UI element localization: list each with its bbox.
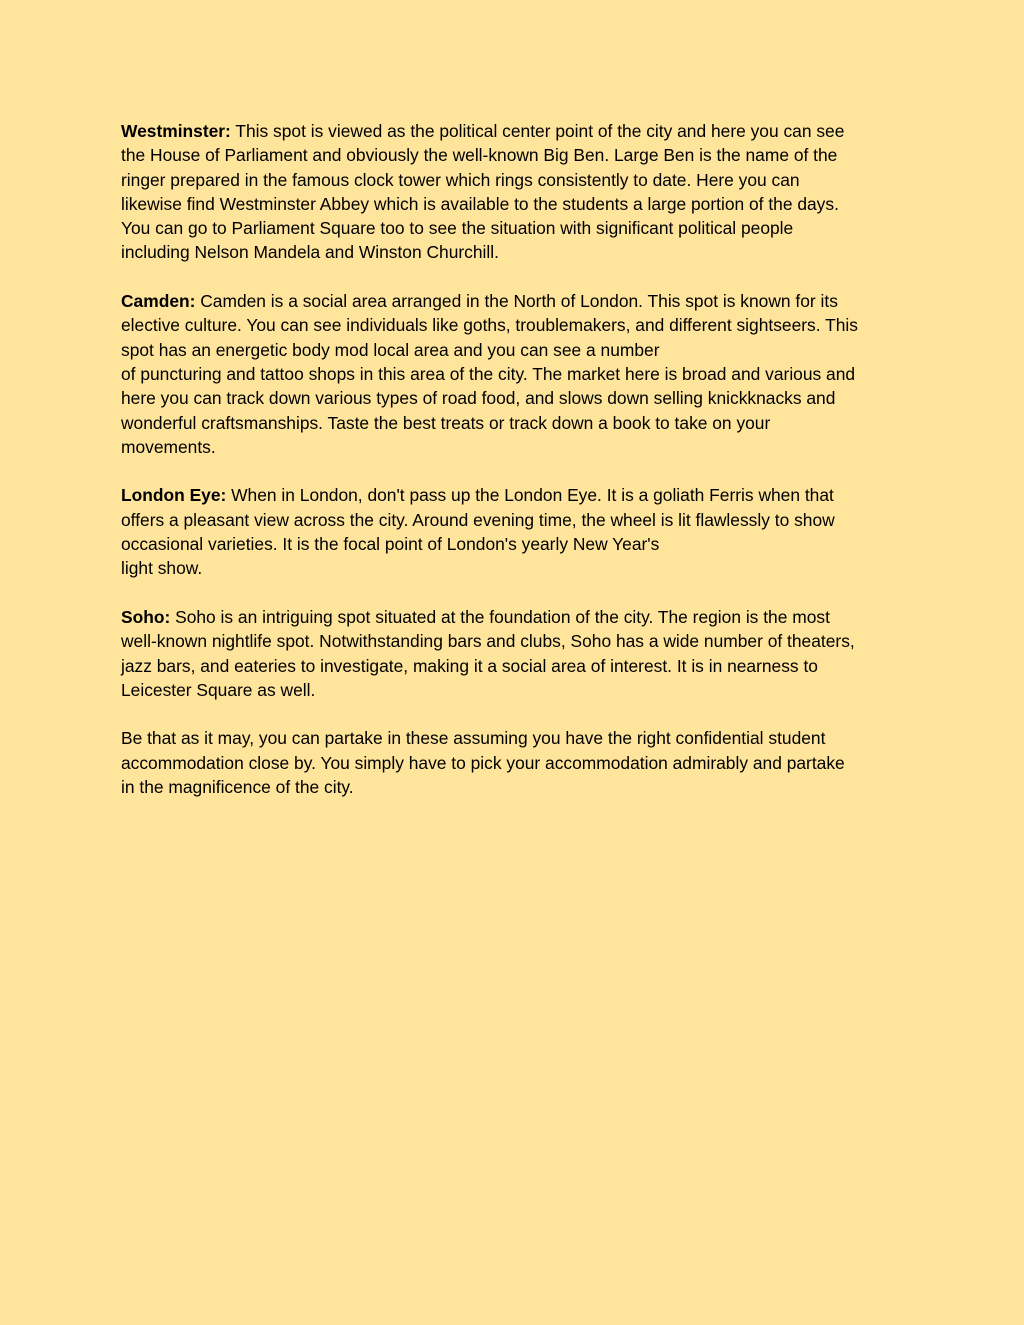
soho-heading: Soho:	[121, 606, 171, 627]
camden-heading: Camden:	[121, 291, 196, 312]
closing-paragraph: Be that as it may, you can partake in these assuming you have the right confidential student accommodation close by. You simply have to pick your accommodation admirably and partake in the magnificence of the city.	[121, 728, 845, 798]
westminster-paragraph	[121, 119, 911, 265]
camden-paragraph	[121, 289, 911, 459]
westminster-heading: Westminster:	[121, 121, 231, 141]
london-eye-heading: London Eye:	[121, 485, 227, 506]
london-eye-text: When in London, don't pass up the London Eye. It is a goliath Ferris when that offers a pleasant view across the city. Around evening time, the wheel is lit flawlessly to show occasional varieties. It is the focal point of London's yearly New Year's light show.	[121, 485, 835, 579]
westminster-text: This spot is viewed as the political center point of the city and here you can see the House of Parliament and obviously the well-known Big Ben. Large Ben is the name of the ringer prepared in the famous clock tower which rings consistently to date. Here you can likewise find Westminster Abbey which is available to the students a large portion of the days. You can go to Parliament Square too to see the situation with significant political people including Nelson Mandela and Winston Churchill.	[121, 121, 845, 263]
camden-text: Camden is a social area arranged in the North of London. This spot is known for its elective culture. You can see individuals like goths, troublemakers, and different sightseers. This spot has an energetic body mod local area and you can see a number of puncturing and tattoo shops in this area of the city. The market here is broad and various and here you can track down various types of road food, and slows down selling knickknacks and wonderful craftsmanships. Taste the best treats or track down a book to take on your movements.	[121, 291, 858, 457]
document-body	[121, 119, 911, 824]
soho-paragraph	[121, 605, 911, 702]
london-eye-paragraph	[121, 483, 911, 580]
soho-text: Soho is an intriguing spot situated at the foundation of the city. The region is the most well-known nightlife spot. Notwithstanding bars and clubs, Soho has a wide number of theaters, jazz bars, and eateries to investigate, making it a social area of interest. It is in nearness to Leicester Square as well.	[121, 606, 855, 700]
